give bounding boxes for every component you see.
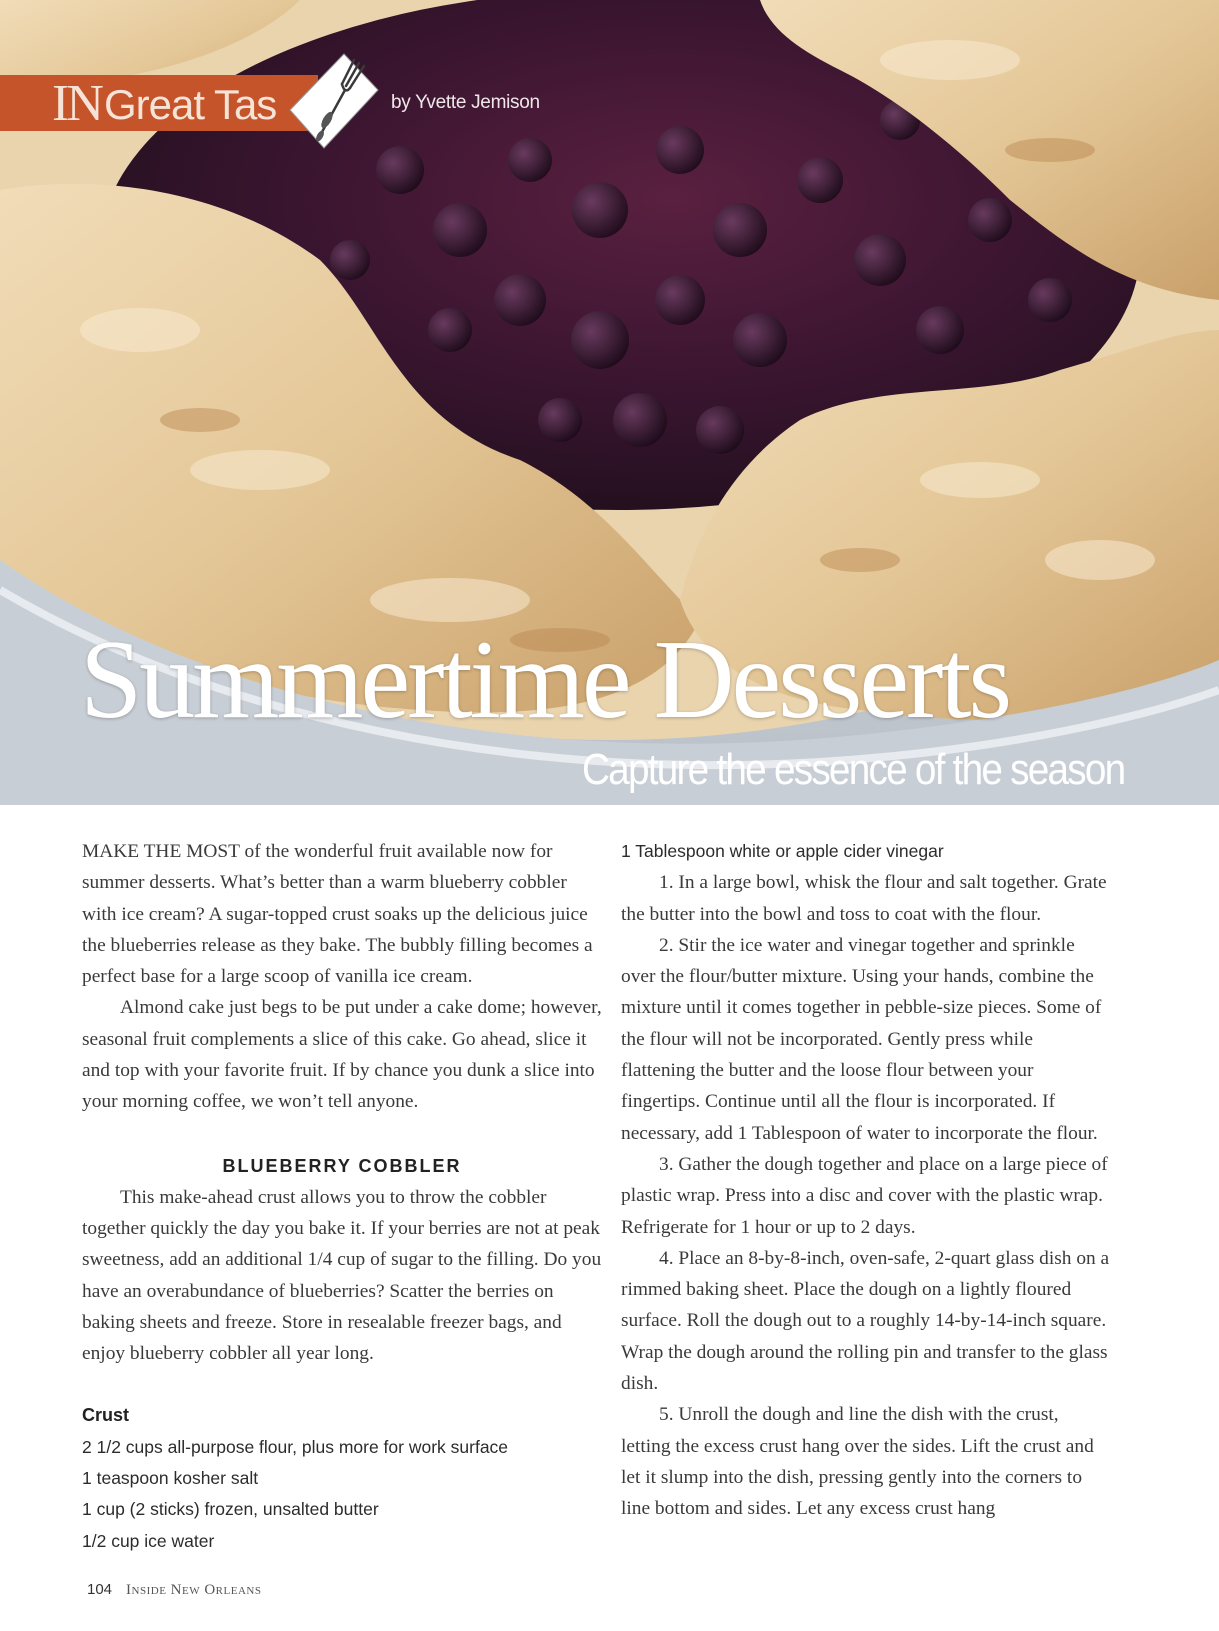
byline: by Yvette Jemison <box>391 92 540 113</box>
recipe-intro: This make-ahead crust allows you to throw the cobbler together quickly the day you bake it. If your berries are not at peak sweetness, add an additional 1/4 cup of sugar to the filling. Do you have an overabundance of blueberries? Scatter the berries on baking sheets and freeze. Store in resealable freezer bags, and enjoy blueberry cobbler all year long. <box>82 1186 602 1365</box>
page-number: 104 <box>87 1581 113 1598</box>
recipe-title: BLUEBERRY COBBLER <box>222 1155 462 1176</box>
intro-rest: of the wonderful fruit available now for summer desserts. What’s better than a warm blueberry cobbler with ice cream? A sugar-topped crust soaks up the delicious juice the blueberries release as they bake. The bubbly filling becomes a perfect base for a large scoop of vanilla ice cream. <box>82 841 593 988</box>
right-column <box>621 836 1111 1525</box>
intro-paragraph <box>82 836 602 992</box>
fork-icon <box>282 50 382 150</box>
cake-paragraph: Almond cake just begs to be put under a cake dome; however, seasonal fruit complements a slice of this cake. Go ahead, slice it and top with your favorite fruit. If by chance you dunk a slice into your morning coffee, we won’t tell anyone. <box>82 997 602 1113</box>
left-column <box>82 836 602 1557</box>
ingredient-item: 1 teaspoon kosher salt <box>82 1468 259 1489</box>
recipe-step: 2. Stir the ice water and vinegar together and sprinkle over the flour/butter mixture. Using your hands, combine the mixture until it comes together in pebble-size pieces. Some of the flour will not be incorporated. Gently press while flattening the butter and the loose flour between your fingertips. Continue until all the flour is incorporated. If necessary, add 1 Tablespoon of water to incorporate the flour. <box>621 934 1102 1144</box>
page-footer <box>87 1581 261 1599</box>
recipe-step: 4. Place an 8-by-8-inch, oven-safe, 2-quart glass dish on a rimmed baking sheet. Place the dough on a lightly floured surface. Roll the dough out to a roughly 14-by-14-inch square. Wrap the dough around the rolling pin and transfer to the glass dish. <box>621 1247 1110 1395</box>
ingredient-item: 1 cup (2 sticks) frozen, unsalted butter <box>82 1499 379 1520</box>
department-prefix: IN <box>52 75 101 132</box>
crust-heading: Crust <box>82 1405 130 1426</box>
recipe-step: 3. Gather the dough together and place on a large piece of plastic wrap. Press into a disc and cover with the plastic wrap. Refrigerate for 1 hour or up to 2 days. <box>621 1153 1108 1238</box>
recipe-step: 5. Unroll the dough and line the dish with the crust, letting the excess crust hang over the sides. Lift the crust and let it slump into the dish, pressing gently into the corners to line bottom and sides. Let any excess crust hang <box>621 1404 1094 1520</box>
intro-lead: MAKE THE MOST <box>82 841 240 862</box>
headline: Summertime Desserts <box>80 618 1010 742</box>
recipe-step: 1. In a large bowl, whisk the flour and salt together. Grate the butter into the bowl and toss to coat with the flour. <box>621 872 1107 925</box>
ingredient-item: 1/2 cup ice water <box>82 1530 215 1551</box>
department-title: Great Tas <box>104 81 277 128</box>
ingredient-item: 1 Tablespoon white or apple cider vinegar <box>621 841 944 861</box>
subhead: Capture the essence of the season <box>581 745 1124 794</box>
ingredient-item: 2 1/2 cups all-purpose flour, plus more for work surface <box>82 1436 509 1457</box>
publication-name: Inside New Orleans <box>126 1582 262 1598</box>
